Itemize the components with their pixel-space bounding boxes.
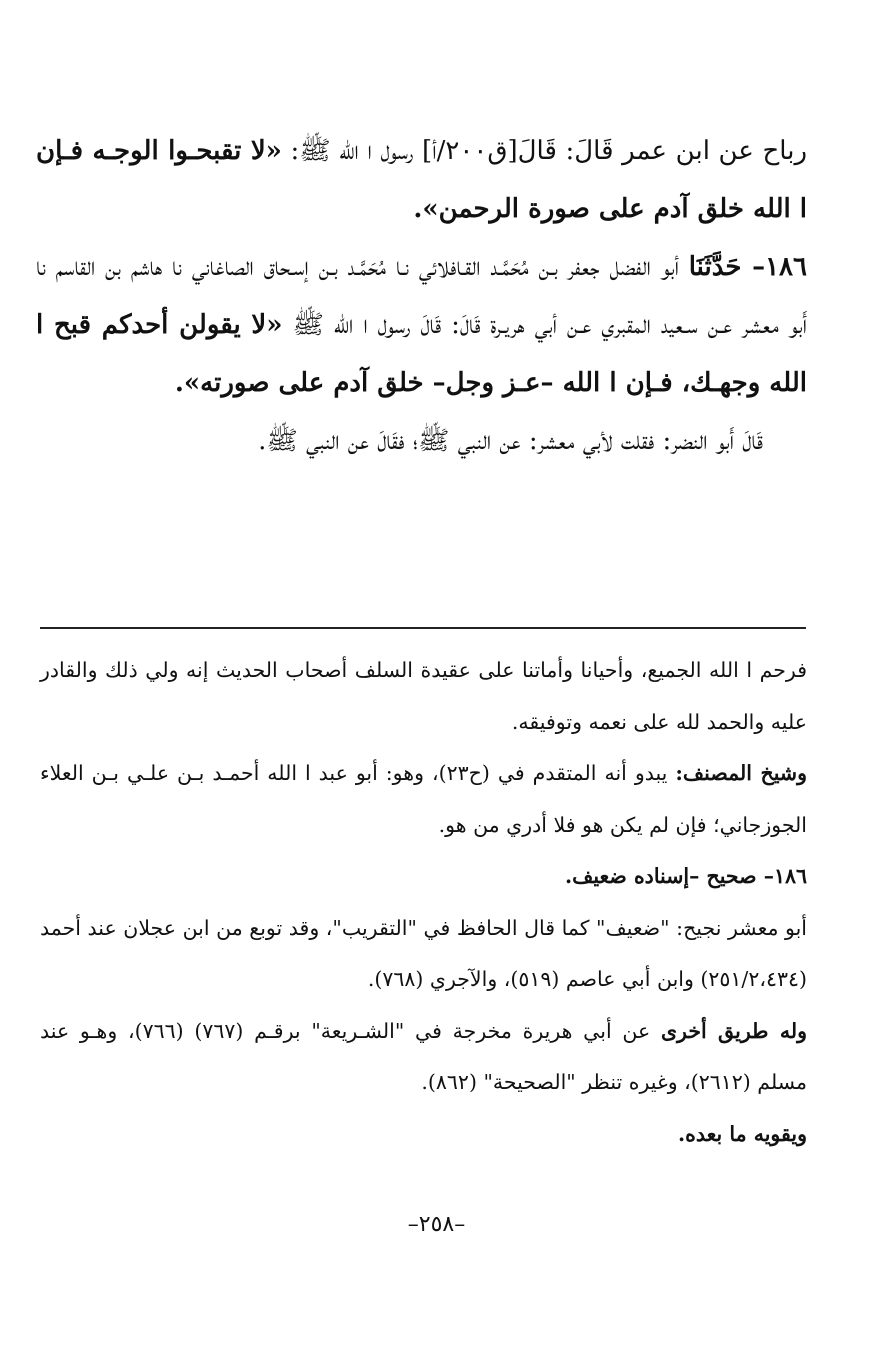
footnote-4-text: أبو معشر نجيح: "ضعيف" كما قال الحافظ في "التقريب"، وقد توبع من ابن عجلان عند أحمد (٢٥١/٢،٤٣٤) وابن أبي عاصم (٥١٩)، والآجري (٧٦٨).: [40, 915, 807, 991]
hadith-number: ١٨٦– حَدَّثَنَا: [688, 252, 807, 282]
footnote-3-grading: ١٨٦– صحيح –إسناده ضعيف.: [564, 864, 807, 888]
paragraph-2-isnad: أبو الفضل جعفر بـن مُحَمَّـد القـافلائي نـا مُحَمَّـد بـن إسـحاق الصاغاني نا هاشم بن القاسم نا أَبو معشر عـن سـعيد المقبري عـن أبي هريـرة قَالَ: قَالَ رسول ا الله ﷺ: [36, 252, 807, 340]
paragraph-3: [36, 412, 807, 470]
footnote-5: [40, 1006, 807, 1109]
page-number: –٢٥٨–: [407, 1212, 466, 1237]
footnote-5-heading: وله طريق أخرى: [660, 1018, 807, 1043]
footnote-2: [40, 748, 807, 851]
footnotes: [40, 645, 807, 1160]
footnote-1: [40, 645, 807, 748]
paragraph-2-hadith: «لا يقولن أحدكم قبح ا الله وجهـك، فـإن ا الله –عـز وجل– خلق آدم على صورته».: [36, 310, 807, 398]
paragraph-3-text: قَالَ أَبو النضر: فقلت لأبي معشر: عن النبي ﷺ؛ فقَالَ عن النبي ﷺ.: [258, 426, 763, 456]
paragraph-1: [36, 122, 807, 238]
footnote-5-text: عن أبي هريرة مخرجة في "الشـريعة" برقـم (٧٦٧) (٧٦٦)، وهـو عند مسلم (٢٦١٢)، وغيره تنظر "الصحيحة" (٨٦٢).: [40, 1018, 807, 1094]
main-text: [36, 122, 807, 470]
footnote-3: [40, 851, 807, 903]
footnote-6: [40, 1109, 807, 1161]
footnote-4: [40, 903, 807, 1006]
footnote-2-text: يبدو أنه المتقدم في (ح٢٣)، وهو: أبو عبد ا الله أحمـد بـن علـي بـن العلاء الجوزجاني؛ فإن لم يكن هو فلا أدري من هو.: [40, 761, 807, 837]
footnote-1-text: فرحم ا الله الجميع، وأحيانا وأماتنا على عقيدة السلف أصحاب الحديث إنه ولي ذلك والقادر عليه والحمد لله على نعمه وتوفيقه.: [40, 658, 807, 734]
footnote-divider: [40, 627, 806, 629]
paragraph-1-text: رباح عن ابن عمر قَالَ: قَالَ[ق٢٠٠/أ] رسول ا الله ﷺ:: [281, 136, 807, 166]
footnote-2-heading: وشيخ المصنف:: [675, 761, 807, 785]
footnote-6-text: ويقويه ما بعده.: [678, 1121, 807, 1146]
paragraph-1-hadith: «لا تقبحـوا الوجـه فـإن ا الله خلق آدم على صورة الرحمن».: [36, 136, 807, 224]
paragraph-2: [36, 238, 807, 412]
